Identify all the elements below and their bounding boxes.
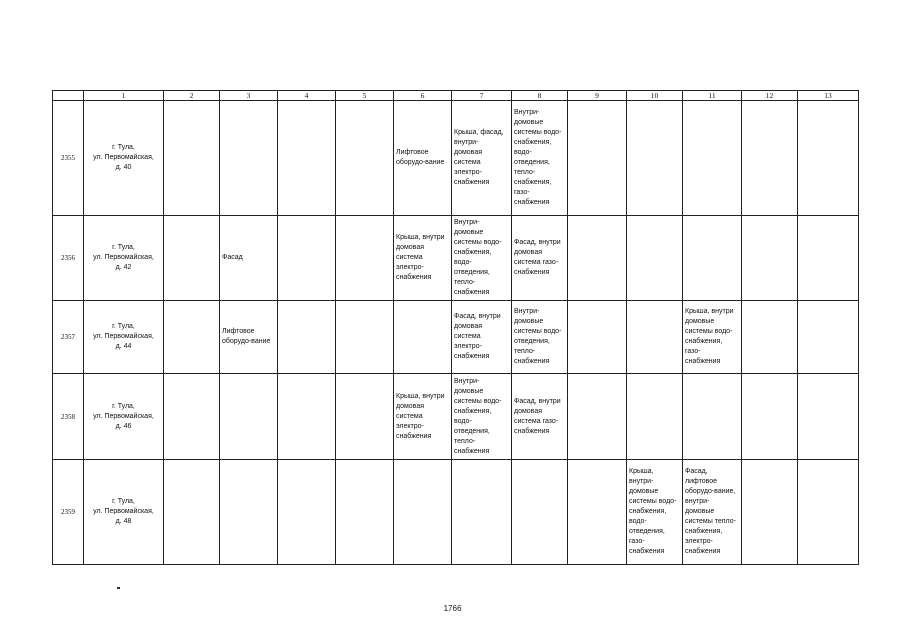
work-cell-11	[683, 374, 742, 460]
work-cell-6: Лифтовое оборудо-вание	[394, 101, 452, 216]
work-cell-4	[278, 374, 336, 460]
work-cell-11	[683, 216, 742, 301]
work-cell-8	[512, 460, 568, 565]
work-cell-12	[742, 216, 798, 301]
header-cell	[53, 91, 84, 101]
scan-mark	[117, 587, 120, 589]
work-cell-9	[568, 460, 627, 565]
work-cell-2	[164, 101, 220, 216]
work-cell-12	[742, 374, 798, 460]
work-cell-5	[336, 460, 394, 565]
work-cell-11: Фасад, лифтовое оборудо-вание, внутри- домовые системы тепло- снабжения, электро- снабжения	[683, 460, 742, 565]
work-cell-10	[627, 216, 683, 301]
work-cell-7: Фасад, внутри домовая система электро- снабжения	[452, 301, 512, 374]
work-cell-7: Внутри- домовые системы водо- снабжения, водо- отведения, тепло- снабжения	[452, 216, 512, 301]
work-cell-4	[278, 301, 336, 374]
work-cell-13	[798, 460, 859, 565]
work-cell-10: Крыша, внутри- домовые системы водо- снабжения, водо- отведения, газо- снабжения	[627, 460, 683, 565]
work-cell-12	[742, 301, 798, 374]
address-cell: г. Тула, ул. Первомайская, д. 48	[84, 460, 164, 565]
work-cell-6	[394, 301, 452, 374]
table-row	[53, 301, 859, 374]
table-row	[53, 374, 859, 460]
header-cell: 2	[164, 91, 220, 101]
work-cell-3	[220, 101, 278, 216]
header-cell: 1	[84, 91, 164, 101]
row-number-cell: 2359	[53, 460, 84, 565]
work-cell-6: Крыша, внутри домовая система электро- снабжения	[394, 216, 452, 301]
work-cell-2	[164, 301, 220, 374]
header-cell: 12	[742, 91, 798, 101]
header-cell: 13	[798, 91, 859, 101]
address-cell: г. Тула, ул. Первомайская, д. 46	[84, 374, 164, 460]
work-cell-10	[627, 374, 683, 460]
work-cell-2	[164, 216, 220, 301]
work-cell-9	[568, 301, 627, 374]
work-cell-7: Внутри- домовые системы водо- снабжения, водо- отведения, тепло- снабжения	[452, 374, 512, 460]
column-number-row	[53, 91, 859, 101]
header-cell: 4	[278, 91, 336, 101]
table-row	[53, 216, 859, 301]
work-cell-11: Крыша, внутри домовые системы водо- снабжения, газо- снабжения	[683, 301, 742, 374]
work-cell-3: Фасад	[220, 216, 278, 301]
row-number-cell: 2357	[53, 301, 84, 374]
work-cell-12	[742, 460, 798, 565]
work-cell-5	[336, 216, 394, 301]
header-cell: 11	[683, 91, 742, 101]
work-cell-6	[394, 460, 452, 565]
work-cell-8: Фасад, внутри домовая система газо- снабжения	[512, 374, 568, 460]
work-cell-4	[278, 101, 336, 216]
work-cell-7: Крыша, фасад, внутри- домовая система электро- снабжения	[452, 101, 512, 216]
header-cell: 8	[512, 91, 568, 101]
work-cell-5	[336, 101, 394, 216]
table-row	[53, 101, 859, 216]
work-cell-8: Фасад, внутри домовая система газо- снабжения	[512, 216, 568, 301]
table-row	[53, 460, 859, 565]
work-cell-12	[742, 101, 798, 216]
work-cell-2	[164, 460, 220, 565]
work-cell-10	[627, 101, 683, 216]
work-cell-9	[568, 101, 627, 216]
work-cell-4	[278, 460, 336, 565]
work-cell-9	[568, 374, 627, 460]
address-cell: г. Тула, ул. Первомайская, д. 44	[84, 301, 164, 374]
work-cell-7	[452, 460, 512, 565]
work-cell-13	[798, 101, 859, 216]
header-cell: 9	[568, 91, 627, 101]
header-cell: 5	[336, 91, 394, 101]
page-number: 1766	[443, 604, 462, 613]
work-cell-11	[683, 101, 742, 216]
row-number-cell: 2355	[53, 101, 84, 216]
work-cell-5	[336, 374, 394, 460]
work-cell-9	[568, 216, 627, 301]
row-number-cell: 2356	[53, 216, 84, 301]
address-cell: г. Тула, ул. Первомайская, д. 42	[84, 216, 164, 301]
work-cell-10	[627, 301, 683, 374]
address-cell: г. Тула, ул. Первомайская, д. 40	[84, 101, 164, 216]
header-cell: 10	[627, 91, 683, 101]
work-cell-3: Лифтовое оборудо-вание	[220, 301, 278, 374]
work-cell-2	[164, 374, 220, 460]
header-cell: 3	[220, 91, 278, 101]
work-cell-3	[220, 374, 278, 460]
work-cell-13	[798, 374, 859, 460]
work-cell-4	[278, 216, 336, 301]
work-cell-6: Крыша, внутри домовая система электро- снабжения	[394, 374, 452, 460]
work-cell-8: Внутри- домовые системы водо- снабжения, водо- отведения, тепло- снабжения, газо- снабжения	[512, 101, 568, 216]
header-cell: 7	[452, 91, 512, 101]
table-body	[53, 91, 859, 565]
work-cell-13	[798, 301, 859, 374]
work-cell-3	[220, 460, 278, 565]
repair-schedule-table	[52, 90, 859, 565]
work-cell-5	[336, 301, 394, 374]
row-number-cell: 2358	[53, 374, 84, 460]
header-cell: 6	[394, 91, 452, 101]
work-cell-13	[798, 216, 859, 301]
work-cell-8: Внутри- домовые системы водо- отведения, тепло- снабжения	[512, 301, 568, 374]
